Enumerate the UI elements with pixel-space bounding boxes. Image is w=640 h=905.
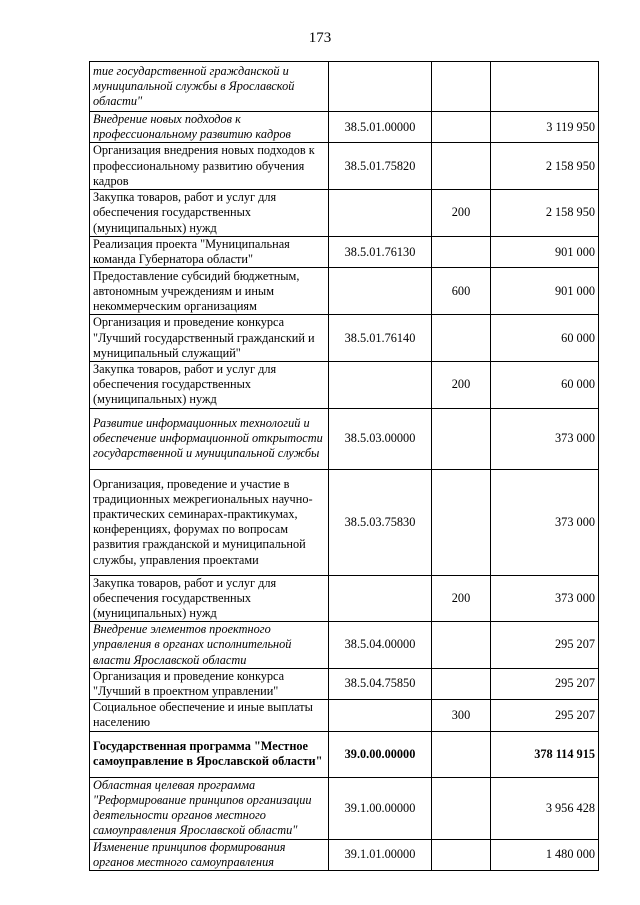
row-code <box>329 700 432 731</box>
row-name: Изменение принципов формирования органов местного самоуправления <box>90 839 329 870</box>
row-expense-type <box>432 622 491 669</box>
row-code: 39.1.00.00000 <box>329 777 432 839</box>
row-name: Закупка товаров, работ и услуг для обеспечения государственных (муниципальных) нужд <box>90 575 329 622</box>
row-expense-type <box>432 839 491 870</box>
row-name: Реализация проекта "Муниципальная команда Губернатора области" <box>90 237 329 268</box>
row-amount: 373 000 <box>491 469 599 575</box>
table-row <box>90 112 599 143</box>
row-code: 38.5.04.00000 <box>329 622 432 669</box>
row-expense-type: 200 <box>432 362 491 409</box>
budget-table <box>89 61 599 871</box>
row-name: Областная целевая программа "Реформирование принципов организации деятельности органов местного самоуправления Ярославской области" <box>90 777 329 839</box>
row-expense-type <box>432 143 491 190</box>
row-amount: 295 207 <box>491 700 599 731</box>
table-row <box>90 731 599 777</box>
table-row <box>90 190 599 237</box>
row-expense-type: 300 <box>432 700 491 731</box>
table-row <box>90 268 599 315</box>
page-number: 173 <box>308 30 332 46</box>
row-name: Закупка товаров, работ и услуг для обеспечения государственных (муниципальных) нужд <box>90 190 329 237</box>
row-code: 38.5.01.00000 <box>329 112 432 143</box>
row-amount: 373 000 <box>491 575 599 622</box>
row-expense-type <box>432 731 491 777</box>
row-code: 38.5.04.75850 <box>329 668 432 699</box>
table-row <box>90 839 599 870</box>
row-amount: 60 000 <box>491 315 599 362</box>
row-name: Организация внедрения новых подходов к профессиональному развитию обучения кадров <box>90 143 329 190</box>
row-name: Социальное обеспечение и иные выплаты населению <box>90 700 329 731</box>
row-amount: 901 000 <box>491 237 599 268</box>
row-name: Внедрение элементов проектного управления в органах исполнительной власти Ярославской области <box>90 622 329 669</box>
row-code <box>329 190 432 237</box>
table-row <box>90 469 599 575</box>
row-name: тие государственной гражданской и муниципальной службы в Ярославской области" <box>90 62 329 112</box>
row-code: 39.1.01.00000 <box>329 839 432 870</box>
row-code: 39.0.00.00000 <box>329 731 432 777</box>
row-name: Развитие информационных технологий и обеспечение информационной открытости государственной и муниципальной службы <box>90 408 329 469</box>
row-code <box>329 268 432 315</box>
row-expense-type <box>432 315 491 362</box>
table-row <box>90 237 599 268</box>
table-row <box>90 622 599 669</box>
row-amount: 2 158 950 <box>491 190 599 237</box>
row-name: Организация и проведение конкурса "Лучший в проектном управлении" <box>90 668 329 699</box>
row-name: Организация, проведение и участие в традиционных межрегиональных научно-практических семинарах-практикумах, конференциях, форумах по вопросам развития гражданской и муниципальной службы, управления проектами <box>90 469 329 575</box>
table-row <box>90 315 599 362</box>
row-amount: 295 207 <box>491 622 599 669</box>
row-expense-type <box>432 668 491 699</box>
row-expense-type <box>432 62 491 112</box>
row-amount: 1 480 000 <box>491 839 599 870</box>
row-amount: 378 114 915 <box>491 731 599 777</box>
row-name: Закупка товаров, работ и услуг для обеспечения государственных (муниципальных) нужд <box>90 362 329 409</box>
row-name: Внедрение новых подходов к профессиональному развитию кадров <box>90 112 329 143</box>
row-code <box>329 62 432 112</box>
row-expense-type: 200 <box>432 190 491 237</box>
row-code <box>329 575 432 622</box>
row-amount: 2 158 950 <box>491 143 599 190</box>
row-code <box>329 362 432 409</box>
table-row <box>90 62 599 112</box>
row-amount: 295 207 <box>491 668 599 699</box>
row-code: 38.5.01.76140 <box>329 315 432 362</box>
table-row <box>90 362 599 409</box>
table-row <box>90 700 599 731</box>
row-expense-type <box>432 469 491 575</box>
row-name: Организация и проведение конкурса "Лучший государственный гражданский и муниципальный служащий" <box>90 315 329 362</box>
row-expense-type <box>432 408 491 469</box>
table-row <box>90 143 599 190</box>
row-expense-type: 600 <box>432 268 491 315</box>
row-expense-type: 200 <box>432 575 491 622</box>
row-amount: 3 956 428 <box>491 777 599 839</box>
row-code: 38.5.03.00000 <box>329 408 432 469</box>
row-amount: 373 000 <box>491 408 599 469</box>
row-code: 38.5.01.76130 <box>329 237 432 268</box>
row-name: Предоставление субсидий бюджетным, автономным учреждениям и иным некоммерческим организациям <box>90 268 329 315</box>
row-expense-type <box>432 112 491 143</box>
row-expense-type <box>432 777 491 839</box>
table-row <box>90 575 599 622</box>
row-name: Государственная программа "Местное самоуправление в Ярославской области" <box>90 731 329 777</box>
budget-table-body <box>90 62 599 871</box>
row-amount: 60 000 <box>491 362 599 409</box>
row-expense-type <box>432 237 491 268</box>
row-code: 38.5.03.75830 <box>329 469 432 575</box>
row-amount <box>491 62 599 112</box>
row-code: 38.5.01.75820 <box>329 143 432 190</box>
row-amount: 3 119 950 <box>491 112 599 143</box>
row-amount: 901 000 <box>491 268 599 315</box>
table-row <box>90 777 599 839</box>
table-row <box>90 668 599 699</box>
table-row <box>90 408 599 469</box>
